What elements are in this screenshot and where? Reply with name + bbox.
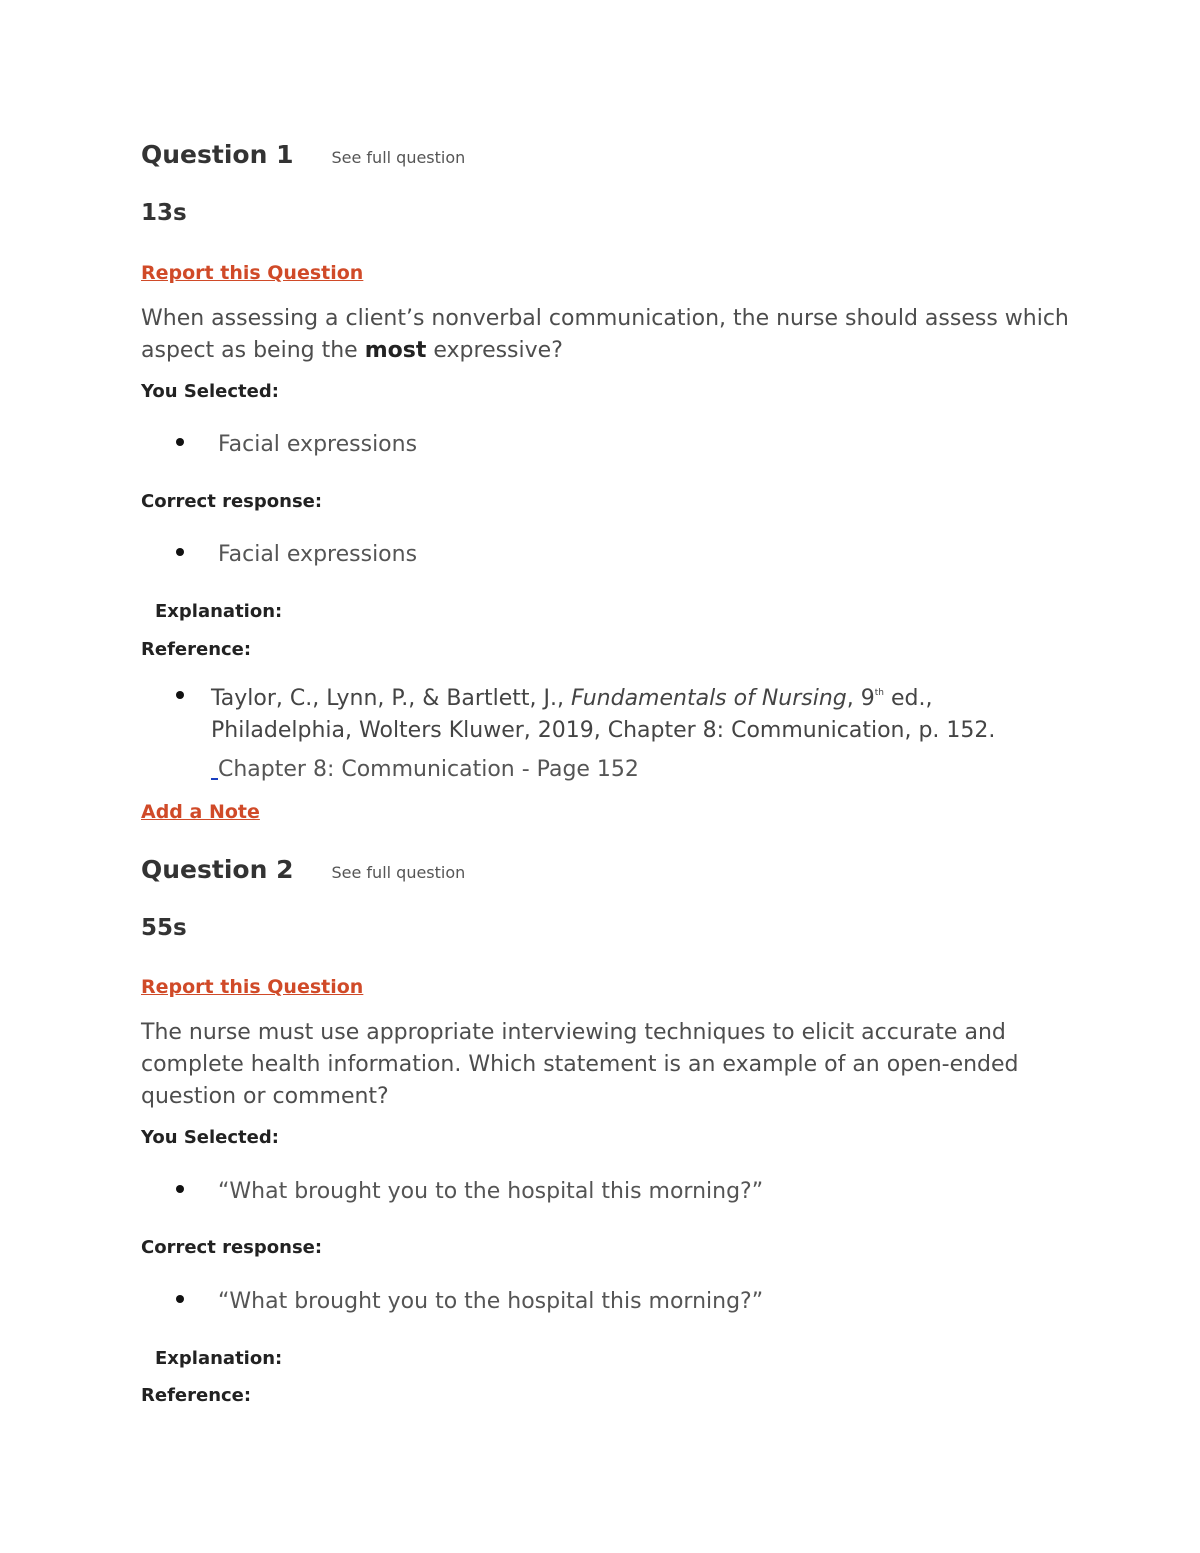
selected-answer-2: “What brought you to the hospital this morning?”	[176, 1179, 763, 1204]
bullet-icon	[176, 691, 184, 699]
correct-response-label-2: Correct response:	[141, 1237, 323, 1258]
question-2-header	[141, 855, 465, 884]
bullet-icon	[176, 1185, 184, 1193]
question-2-title: Question 2	[141, 855, 294, 884]
emphasis-most: most	[364, 338, 427, 363]
bullet-icon	[176, 1295, 184, 1303]
report-question-1-link[interactable]: Report this Question	[141, 262, 364, 284]
question-2-time: 55s	[141, 915, 187, 941]
correct-answer-1: Facial expressions	[176, 542, 417, 567]
question-2-text: The nurse must use appropriate interviewing techniques to elicit accurate and complete health information. Which statement is an example of an open-ended question or comment?	[141, 1020, 1019, 1109]
add-note-link[interactable]: Add a Note	[141, 801, 260, 823]
see-full-question-2[interactable]: See full question	[331, 863, 466, 882]
reference-label-2: Reference:	[141, 1385, 252, 1406]
reference-label-1: Reference:	[141, 639, 252, 660]
bullet-icon	[176, 438, 184, 446]
explanation-label-1: Explanation:	[155, 601, 283, 622]
correct-response-label-1: Correct response:	[141, 491, 323, 512]
you-selected-label-2: You Selected:	[141, 1127, 279, 1148]
explanation-label-2: Explanation:	[155, 1348, 283, 1369]
see-full-question-1[interactable]: See full question	[331, 148, 466, 167]
question-1-time: 13s	[141, 200, 187, 226]
selected-answer-1: Facial expressions	[176, 432, 417, 457]
bullet-icon	[176, 548, 184, 556]
link-marker	[211, 757, 218, 782]
you-selected-label-1: You Selected:	[141, 381, 279, 402]
report-question-2-link[interactable]: Report this Question	[141, 976, 364, 998]
book-title: Fundamentals of Nursing	[570, 686, 847, 711]
reference-citation-1	[176, 677, 1076, 747]
question-1-header	[141, 140, 465, 169]
correct-answer-2: “What brought you to the hospital this morning?”	[176, 1289, 763, 1314]
chapter-link-1[interactable]: Chapter 8: Communication - Page 152	[211, 757, 639, 782]
question-1-text: When assessing a client’s nonverbal communication, the nurse should assess which aspect as being the most expressive?	[141, 306, 1069, 363]
citation-text: Taylor, C., Lynn, P., & Bartlett, J., Fundamentals of Nursing, 9th ed., Philadelphia, Wolters Kluwer, 2019, Chapter 8: Communication, p. 152.	[211, 686, 996, 743]
question-1-title: Question 1	[141, 140, 294, 169]
